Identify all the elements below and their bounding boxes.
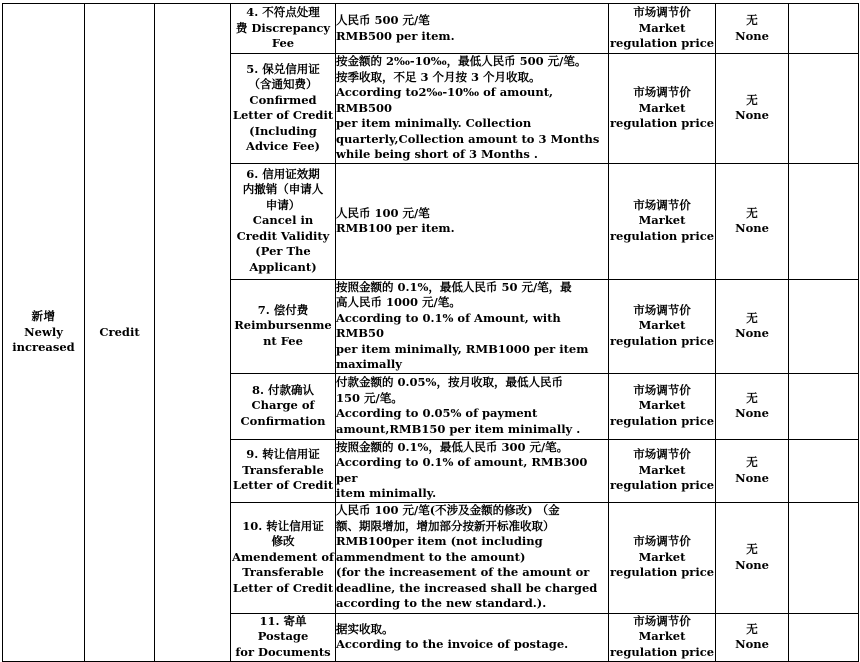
remark-cell [716,279,789,373]
description-cell [336,4,609,54]
item-line: Fee [271,36,295,51]
price-en-line: Market [638,20,686,35]
description-line: 150 元/笔。 [336,390,403,405]
price-en-line: Market [638,213,686,228]
description-line: per item minimally. Collection [336,116,532,130]
remark-zh: 无 [746,13,758,27]
item-line: nt Fee [263,333,303,348]
remark-cell [716,4,789,54]
remark-zh: 无 [746,455,758,469]
description-line: per item minimally, RMB1000 per item [336,341,589,356]
blank-cell [789,163,859,279]
price-cell [609,439,716,502]
remark-en: None [735,326,769,340]
category-cell [3,4,85,662]
description-line: 付款金额的 0.05%，按月收取，最低人民币 [336,375,563,389]
item-line: 6. 信用证效期 [246,166,320,181]
remark-en: None [735,28,769,43]
remark-zh: 无 [746,92,758,107]
subcategory-cell [85,4,155,662]
description-line: 人民币 500 元/笔 [336,13,430,27]
fee-row-4 [3,4,859,54]
price-zh: 市场调节价 [633,302,691,317]
price-en-line: Market [638,462,686,477]
description-line: according to the new standard.). [336,596,547,611]
description-cell [336,54,609,164]
description-line: According to 0.05% of payment [336,406,538,420]
description-line: 按金额的 2‰-10‰，最低人民币 500 元/笔。 [336,54,587,68]
price-zh: 市场调节价 [633,534,691,549]
blank-cell [789,502,859,613]
subcategory-label: Credit [99,324,140,339]
price-en-line: Market [638,398,686,413]
item-line: Transferable [242,462,324,477]
description-cell [336,373,609,439]
item-line: Letter of Credit [232,108,334,123]
remark-cell [716,373,789,439]
item-line: Confirmed [249,92,317,107]
item-line: Credit Validity [236,228,330,243]
price-en-line: regulation price [609,413,715,428]
description-line: RMB500 per item. [336,28,455,43]
remark-zh: 无 [746,621,758,636]
description-line: maximally [336,357,402,371]
item-line: 8. 付款确认 [251,382,314,397]
item-line: （含通知费） [248,77,318,92]
item-cell [231,163,336,279]
item-line: 7. 偿付费 [257,302,309,317]
price-zh: 市场调节价 [633,5,691,20]
description-line: deadline, the increased shall be charged [336,580,598,595]
remark-en: None [735,470,769,485]
category-en-line1: Newly [24,324,63,339]
price-en-line: Market [638,318,686,333]
item-line: Postage [257,629,309,644]
remark-zh: 无 [746,542,758,556]
item-cell [231,4,336,54]
price-cell [609,54,716,164]
item-line: Amendement of [232,549,334,564]
price-en-line: Market [638,549,686,564]
price-en-line: regulation price [609,644,715,659]
price-zh: 市场调节价 [633,197,691,212]
blank-cell [789,373,859,439]
item-line: 内撤销（申请人 [242,182,324,197]
description-cell [336,163,609,279]
price-zh: 市场调节价 [633,447,691,462]
item-line: 4. 不符点处理 [246,5,320,20]
description-line: 据实收取。 [336,621,394,636]
price-en-line: regulation price [609,333,715,348]
description-line: According to 0.1% of amount, RMB300 per [336,455,588,485]
remark-cell [716,439,789,502]
item-line: Letter of Credit [232,478,334,493]
price-cell [609,163,716,279]
remark-zh: 无 [746,205,758,220]
item-line: 费 Discrepancy [235,20,331,35]
price-zh: 市场调节价 [633,85,691,99]
description-line: quarterly,Collection amount to 3 Months [336,131,600,146]
blank-cell [789,4,859,54]
fee-schedule-table [2,3,859,662]
item-cell [231,502,336,613]
item-cell [231,373,336,439]
price-en-line: regulation price [609,228,715,243]
item-line: 申请） [265,197,301,212]
description-line: According to2‰-10‰ of amount, RMB500 [336,85,554,115]
remark-en: None [735,108,769,123]
price-cell [609,502,716,613]
item-line: 5. 保兑信用证 [246,61,320,76]
price-en-line: regulation price [609,36,715,51]
empty-column-cell [155,4,231,662]
remark-cell [716,502,789,613]
description-cell [336,502,609,613]
remark-en: None [735,637,769,651]
blank-cell [789,279,859,373]
price-cell [609,279,716,373]
description-line: According to the invoice of postage. [336,637,569,651]
description-line: According to 0.1% of Amount, with RMB50 [336,310,561,340]
price-cell [609,373,716,439]
item-line: Transferable [242,565,324,580]
remark-zh: 无 [746,310,758,325]
item-cell [231,54,336,164]
item-line: 10. 转让信用证 [242,518,324,533]
description-line: RMB100 per item. [336,221,455,235]
item-line: 9. 转让信用证 [246,447,320,462]
price-en-line: Market [638,100,686,115]
description-line: 高人民币 1000 元/笔。 [336,295,461,309]
description-line: item minimally. [336,486,437,500]
description-line: 人民币 100 元/笔 [336,205,430,220]
item-line: for Documents [235,644,331,659]
item-line: Advice Fee) [246,139,320,154]
remark-cell [716,613,789,661]
item-cell [231,279,336,373]
description-cell [336,439,609,502]
description-line: 人民币 100 元/笔(不涉及金额的修改) （金 [336,503,560,518]
remark-cell [716,163,789,279]
item-line: Letter of Credit [232,580,334,595]
remark-en: None [735,557,769,572]
price-cell [609,613,716,661]
description-line: while being short of 3 Months . [336,147,538,161]
category-zh: 新增 [31,309,56,323]
price-cell [609,4,716,54]
price-en-line: regulation price [609,116,715,130]
item-line: 修改 [271,534,295,549]
description-line: 额、期限增加，增加部分按新开标准收取） [336,518,555,533]
item-line: (Per The [255,244,311,259]
description-cell [336,613,609,661]
description-line: RMB100per item (not including [336,534,543,549]
remark-en: None [735,221,769,235]
item-cell [231,439,336,502]
item-line: Cancel in [252,213,314,228]
remark-en: None [735,406,769,420]
item-line: Charge of [251,398,315,413]
price-en-line: regulation price [609,565,715,580]
description-line: (for the increasement of the amount or [336,565,590,580]
price-en-line: Market [638,629,686,644]
description-line: 按照金额的 0.1%，最低人民币 300 元/笔。 [336,439,569,454]
item-line: Reimbursenme [234,318,332,333]
item-line: Confirmation [240,413,326,428]
price-zh: 市场调节价 [633,613,691,628]
description-line: ammendment to the amount) [336,549,526,564]
description-line: 按照金额的 0.1%，最低人民币 50 元/笔，最 [336,279,572,294]
remark-zh: 无 [746,390,758,405]
item-cell [231,613,336,661]
price-en-line: regulation price [609,478,715,493]
item-line: (Including [249,123,317,138]
item-line: 11. 寄单 [259,613,307,628]
description-cell [336,279,609,373]
remark-cell [716,54,789,164]
blank-cell [789,613,859,661]
blank-cell [789,439,859,502]
blank-cell [789,54,859,164]
price-zh: 市场调节价 [633,382,691,397]
category-en-line2: increased [12,340,75,354]
item-line: Applicant) [249,259,317,274]
description-line: amount,RMB150 per item minimally . [336,421,581,436]
description-line: 按季收取，不足 3 个月按 3 个月收取。 [336,69,541,84]
